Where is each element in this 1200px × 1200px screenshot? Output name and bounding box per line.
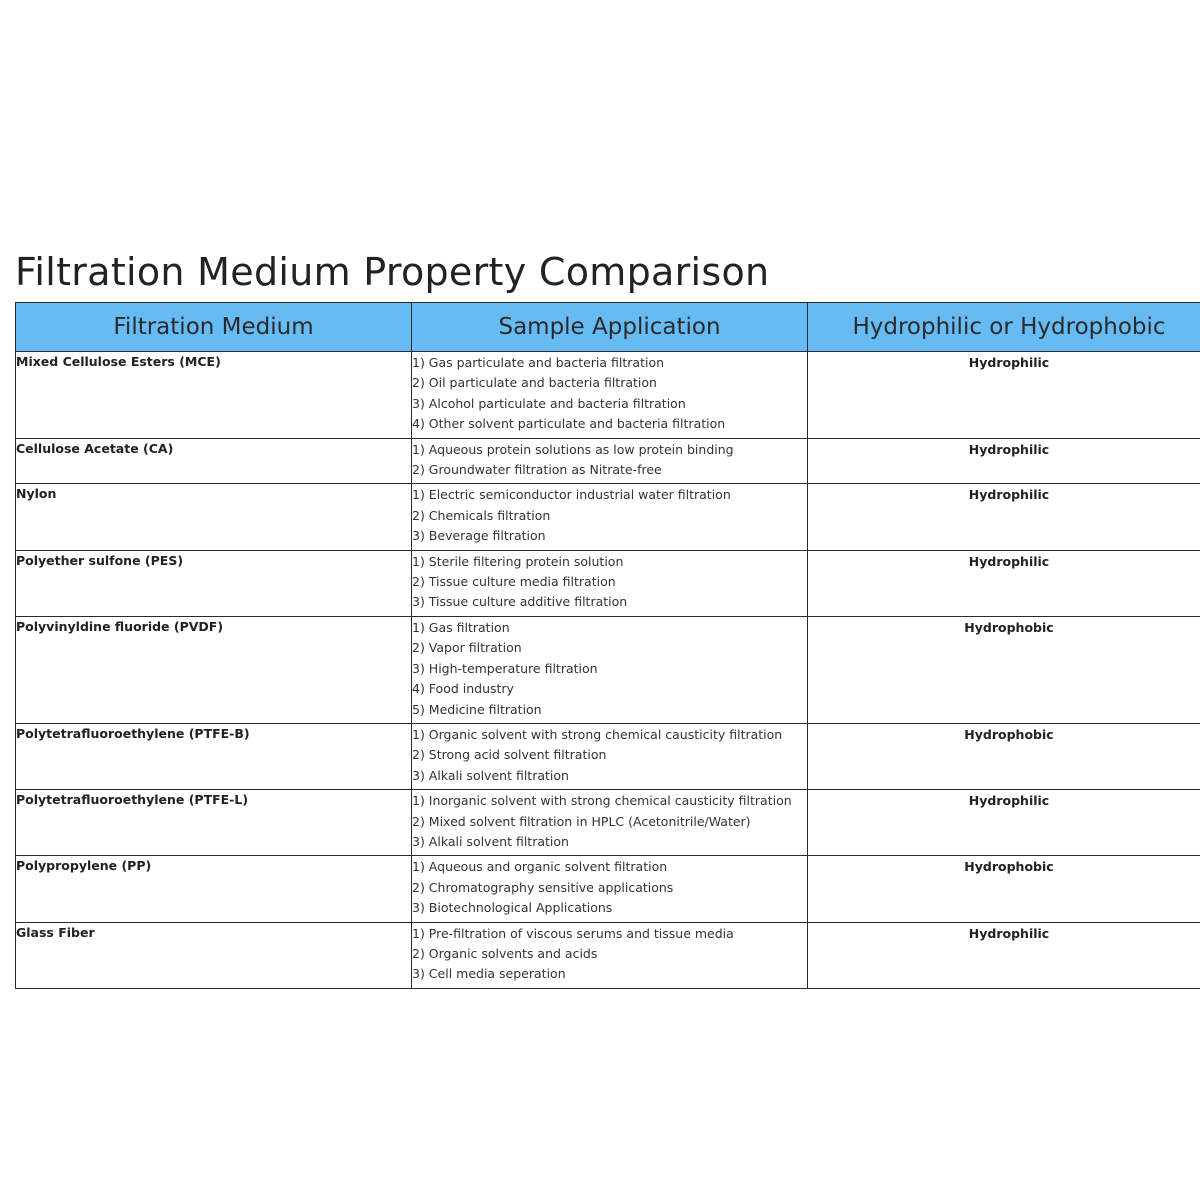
- property-cell: [808, 723, 1200, 789]
- application-cell: [412, 790, 808, 856]
- table-row: [16, 484, 1200, 550]
- application-list: [412, 551, 807, 613]
- medium-name-cell: Nylon: [16, 484, 412, 550]
- medium-name-cell: Cellulose Acetate (CA): [16, 438, 412, 484]
- application-item: 1) Gas particulate and bacteria filtration: [412, 355, 665, 370]
- table-header-row: [16, 303, 1200, 352]
- application-item: 5) Medicine filtration: [412, 701, 542, 717]
- property-cell: [808, 922, 1200, 988]
- application-item: 1) Electric semiconductor industrial water filtration: [412, 487, 731, 503]
- property-cell: [808, 484, 1200, 550]
- table-row: [16, 723, 1200, 789]
- application-item: 1) Inorganic solvent with strong chemical causticity filtration: [412, 793, 792, 809]
- application-item: 4) Food industry: [412, 681, 514, 697]
- application-item: 3) High-temperature filtration: [412, 660, 598, 676]
- property-value: Hydrophilic: [968, 793, 1050, 809]
- application-cell: [412, 616, 808, 723]
- application-item: 3) Cell media seperation: [412, 966, 566, 982]
- application-item: 4) Other solvent particulate and bacteria filtration: [412, 416, 726, 432]
- table-row: [16, 352, 1200, 439]
- application-cell: [412, 550, 808, 616]
- property-value: Hydrophilic: [968, 925, 1050, 941]
- application-item: 2) Chemicals filtration: [412, 507, 551, 523]
- application-item: 2) Mixed solvent filtration in HPLC (Acetonitrile/Water): [412, 813, 751, 829]
- application-item: 1) Organic solvent with strong chemical causticity filtration: [412, 726, 783, 742]
- property-cell: [808, 856, 1200, 922]
- medium-name-cell: Mixed Cellulose Esters (MCE): [16, 352, 412, 439]
- application-list: [412, 724, 807, 786]
- application-item: 2) Tissue culture media filtration: [412, 574, 616, 590]
- application-item: 1) Sterile filtering protein solution: [412, 553, 624, 569]
- medium-name-cell: Polytetrafluoroethylene (PTFE-B): [16, 723, 412, 789]
- property-cell: [808, 550, 1200, 616]
- medium-name-cell: Polytetrafluoroethylene (PTFE-L): [16, 790, 412, 856]
- application-item: 3) Biotechnological Applications: [412, 900, 613, 916]
- application-cell: [412, 438, 808, 484]
- application-list: [412, 856, 807, 918]
- application-cell: [412, 922, 808, 988]
- table-row: [16, 856, 1200, 922]
- property-cell: [808, 352, 1200, 439]
- property-value: Hydrophobic: [964, 619, 1054, 635]
- application-item: 2) Chromatography sensitive applications: [412, 879, 674, 895]
- property-cell: [808, 790, 1200, 856]
- comparison-table: [15, 302, 1200, 989]
- application-item: 2) Vapor filtration: [412, 640, 522, 656]
- medium-name-cell: Polypropylene (PP): [16, 856, 412, 922]
- application-item: 1) Pre-filtration of viscous serums and tissue media: [412, 925, 734, 941]
- column-header-property: Hydrophilic or Hydrophobic: [808, 303, 1200, 352]
- application-item: 3) Beverage filtration: [412, 528, 546, 544]
- table-row: [16, 438, 1200, 484]
- property-value: Hydrophilic: [968, 553, 1050, 569]
- application-item: 2) Oil particulate and bacteria filtration: [412, 375, 657, 391]
- table-row: [16, 790, 1200, 856]
- table-body: [16, 352, 1200, 989]
- application-item: 1) Aqueous protein solutions as low protein binding: [412, 441, 734, 457]
- application-item: 3) Alkali solvent filtration: [412, 833, 569, 849]
- application-item: 1) Aqueous and organic solvent filtration: [412, 859, 668, 875]
- property-value: Hydrophilic: [968, 487, 1050, 503]
- application-list: [412, 439, 807, 481]
- application-item: 3) Tissue culture additive filtration: [412, 594, 628, 610]
- table-row: [16, 550, 1200, 616]
- application-cell: [412, 723, 808, 789]
- application-item: 3) Alcohol particulate and bacteria filtration: [412, 395, 686, 411]
- medium-name-cell: Glass Fiber: [16, 922, 412, 988]
- application-item: 2) Organic solvents and acids: [412, 945, 598, 961]
- medium-name-cell: Polyvinyldine fluoride (PVDF): [16, 616, 412, 723]
- application-list: [412, 484, 807, 546]
- table-row: [16, 922, 1200, 988]
- property-value: Hydrophobic: [964, 726, 1054, 742]
- application-list: [412, 923, 807, 985]
- column-header-medium: Filtration Medium: [16, 303, 412, 352]
- property-value: Hydrophilic: [968, 441, 1050, 457]
- application-item: 2) Groundwater filtration as Nitrate-free: [412, 462, 662, 478]
- table-row: [16, 616, 1200, 723]
- property-cell: [808, 438, 1200, 484]
- application-cell: [412, 484, 808, 550]
- application-item: 2) Strong acid solvent filtration: [412, 747, 607, 763]
- application-list: [412, 352, 807, 435]
- application-list: [412, 617, 807, 720]
- application-cell: [412, 856, 808, 922]
- column-header-application: Sample Application: [412, 303, 808, 352]
- page-title: Filtration Medium Property Comparison: [15, 250, 770, 294]
- property-value: Hydrophilic: [968, 355, 1050, 370]
- application-item: 1) Gas filtration: [412, 619, 510, 635]
- application-list: [412, 790, 807, 852]
- application-cell: [412, 352, 808, 439]
- property-value: Hydrophobic: [964, 859, 1054, 875]
- medium-name-cell: Polyether sulfone (PES): [16, 550, 412, 616]
- property-cell: [808, 616, 1200, 723]
- application-item: 3) Alkali solvent filtration: [412, 767, 569, 783]
